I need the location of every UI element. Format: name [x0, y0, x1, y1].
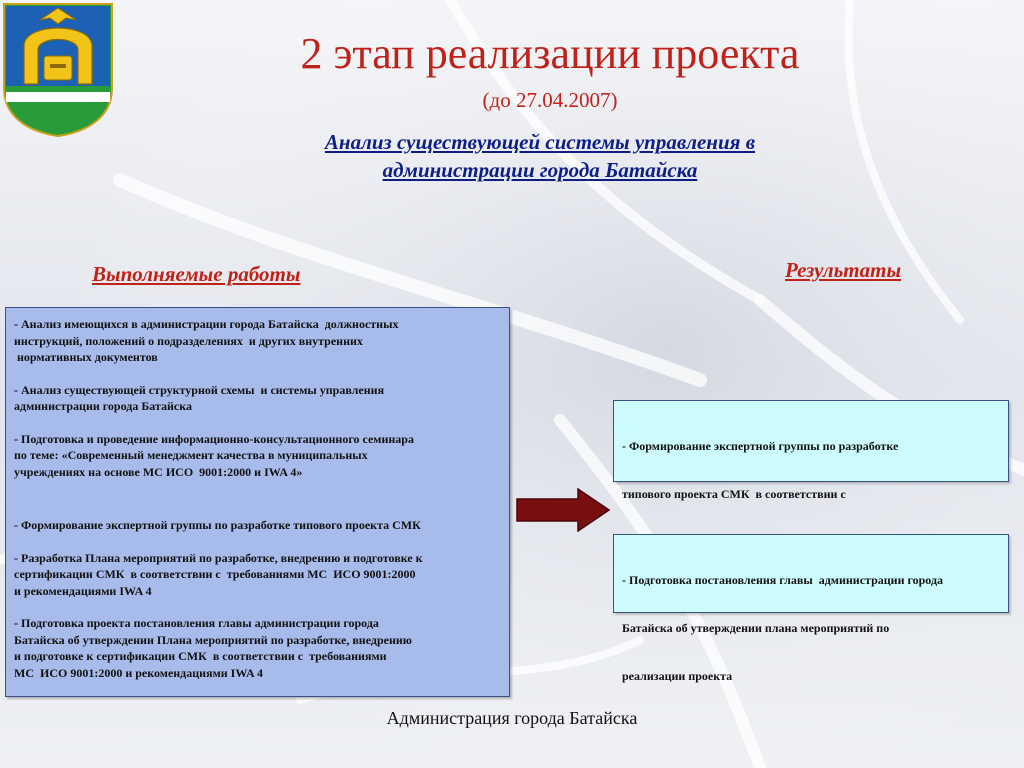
works-line: - Анализ существующей структурной схемы и системы управления	[14, 382, 385, 397]
works-line: - Анализ имеющихся в администрации города Батайска должностных	[14, 317, 399, 331]
coat-of-arms-emblem	[0, 0, 116, 138]
works-line: учреждениях на основе МС ИСО 9001:2000 и IWA 4»	[14, 464, 303, 479]
result-line: типового проекта СМК в соответствии с	[622, 487, 846, 501]
works-line: - Разработка Плана мероприятий по разработке, внедрению и подготовке к	[14, 550, 423, 565]
works-box	[5, 307, 510, 697]
result-box-1	[613, 400, 1009, 501]
result-line: - Формирование экспертной группы по разработке	[622, 439, 899, 453]
works-line: - Подготовка проекта постановления главы администрации города	[14, 616, 379, 630]
works-line: администрации города Батайска	[14, 399, 192, 413]
works-line: сертификации СМК в соответствии с требованиями МС ИСО 9001:2000	[14, 567, 416, 581]
works-line: по теме: «Современный менеджмент качества в муниципальных	[14, 448, 368, 462]
works-line: - Формирование экспертной группы по разработке типового проекта СМК	[14, 518, 421, 532]
works-line: МС ИСО 9001:2000 и рекомендациями IWA 4	[14, 665, 263, 680]
works-line: нормативных документов	[14, 350, 158, 364]
section-heading	[240, 128, 840, 184]
works-column-title: Выполняемые работы	[92, 262, 301, 286]
right-arrow-icon	[516, 488, 610, 532]
slide-title: 2 этап реализации проекта	[300, 29, 800, 78]
works-line: инструкций, положений о подразделениях и других внутренних	[14, 333, 363, 348]
works-line: - Подготовка и проведение информационно-консультационного семинара	[14, 431, 414, 446]
result-line: Батайска об утверждении плана мероприятий по	[622, 621, 890, 635]
result-line: - Подготовка постановления главы администрации города	[622, 573, 944, 587]
works-line: и подготовке к сертификации СМК в соответствии с требованиями	[14, 649, 387, 663]
works-line: Батайска об утверждении Плана мероприятий по разработке, внедрению	[14, 632, 412, 647]
result-line: реализации проекта	[622, 669, 733, 683]
works-line: и рекомендациями IWA 4	[14, 583, 152, 598]
slide-subtitle: (до 27.04.2007)	[482, 88, 618, 112]
slide-footer: Администрация города Батайска	[386, 708, 638, 728]
results-column-title: Результаты	[785, 258, 902, 282]
section-heading-line-2: администрации города Батайска	[382, 158, 698, 182]
result-box-2	[613, 534, 1009, 683]
section-heading-line-1: Анализ существующей системы управления в	[324, 130, 756, 154]
